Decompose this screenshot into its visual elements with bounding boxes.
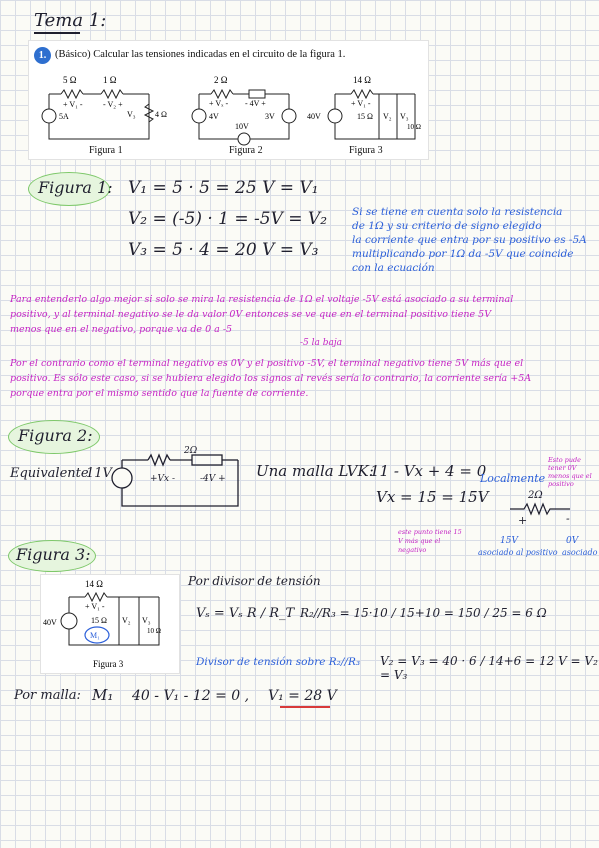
figure-3-circuit: [307, 69, 425, 147]
fig3-r2: 15 Ω: [357, 112, 373, 121]
note-line: de 1Ω y su criterio de signo elegido: [352, 220, 542, 232]
local-minus: -: [566, 512, 570, 525]
fig3c-v2: V₂: [122, 616, 131, 625]
fig2-s1: 4V: [209, 112, 219, 121]
explanation-1: [10, 292, 595, 337]
fig3-v3: V₃: [400, 112, 409, 121]
heading-underline: [34, 32, 80, 34]
eq-v1: V₁ = 5 · 5 = 25 V = V₁: [128, 178, 319, 198]
fig2-v4: - 4V +: [245, 99, 266, 108]
local-neg-label: asociado: [562, 548, 598, 557]
equiv-source-label: 11V: [86, 466, 112, 481]
figure-2-circuit: [189, 69, 299, 147]
equiv-v4: -4V +: [200, 474, 226, 484]
eq-v2: V₂ = (-5) · 1 = -5V = V₂: [128, 209, 328, 229]
note-line: con la ecuación: [352, 262, 435, 274]
fig3c-caption: Figura 3: [93, 659, 124, 669]
equivalente-label: Equivalente: [10, 466, 89, 481]
fig3c-mesh: M₁: [90, 631, 100, 640]
figure-1-circuit: [39, 69, 167, 147]
note-line: multiplicando por 1Ω da -5V que coincide: [352, 248, 574, 260]
fig2-vx: + Vₓ -: [209, 99, 229, 108]
problem-box: [28, 40, 429, 160]
explanation-1-line: Para entenderlo algo mejor si solo se mira la resistencia de 1Ω el voltaje -5V está asociado a su terminal: [10, 294, 514, 305]
fig3c-r1: 14 Ω: [85, 579, 103, 589]
fig1-caption: Figura 1: [89, 145, 123, 156]
figure-3-copy: [40, 574, 180, 674]
divisor-heading: Por divisor de tensión: [188, 574, 321, 588]
fig2-s2: 3V: [265, 112, 275, 121]
fig3c-v1: + V₁ -: [85, 602, 105, 611]
equiv-vx: +Vx -: [150, 474, 176, 484]
figure-3-copy-circuit: [41, 575, 179, 673]
figura3-label: Figura 3:: [16, 545, 91, 564]
divisor-label: Divisor de tensión sobre R₂//R₃: [196, 656, 361, 668]
note-line: la corriente que entra por su positivo es -5A: [352, 234, 587, 246]
localmente-label: Localmente: [480, 472, 546, 485]
figura1-label: Figura 1:: [38, 178, 113, 197]
malla-label: Una malla LVK:: [256, 462, 374, 480]
fig3c-r2: 15 Ω: [91, 616, 107, 625]
mesh-label: Por malla:: [14, 688, 81, 703]
local-resistor-label: 2Ω: [528, 490, 543, 501]
fig3-caption: Figura 3: [349, 145, 383, 156]
eq-v3: V₃ = 5 · 4 = 20 V = V₃: [128, 240, 319, 260]
figura2-label: Figura 2:: [18, 426, 93, 445]
page-heading: Tema 1:: [34, 10, 107, 31]
fig3c-v3: V₃: [142, 616, 151, 625]
local-15v: 15V: [500, 536, 518, 546]
fig1-source: 5A: [59, 112, 69, 121]
fig3-r3: 10 Ω: [407, 123, 421, 131]
local-0v: 0V: [566, 536, 579, 546]
problem-statement: (Básico) Calcular las tensiones indicadas en el circuito de la figura 1.: [55, 49, 346, 60]
baja-note: -5 la baja: [300, 338, 343, 348]
fig3-v1: + V₁ -: [351, 99, 371, 108]
local-plus: +: [518, 514, 528, 527]
fig1-v2: - V₂ +: [103, 100, 123, 109]
mesh-id: M₁: [92, 686, 114, 704]
explanation-2-line: positivo. Es sólo este caso, si se hubiera elegido los signos al revés sería lo contrario, la corriente sería +5A: [10, 373, 532, 384]
fig3-source: 40V: [307, 112, 321, 121]
problem-number: 1.: [34, 47, 51, 64]
fig1-r3: 4 Ω: [155, 110, 167, 119]
explanation-2-line: Por el contrario como el terminal negativo es 0V y el positivo -5V, el terminal negativo tiene 5V más que el: [10, 358, 524, 369]
vx-result: Vx = 15 = 15V: [376, 488, 489, 506]
explanation-1-line: positivo, y al terminal negativo se le da valor 0V entonces se ve que en el terminal positivo tiene 5V: [10, 309, 492, 320]
fig2-r1: 2 Ω: [214, 75, 228, 85]
fig3-r1: 14 Ω: [353, 75, 371, 85]
divisor-formula: Vₛ = Vₛ R / R_T: [196, 606, 295, 621]
mesh-eq: 40 - V₁ - 12 = 0 ,: [132, 688, 250, 704]
note-line: Si se tiene en cuenta solo la resistencia: [352, 206, 563, 218]
note-block: [352, 205, 587, 275]
v2v3-eq: V₂ = V₃ = 40 · 6 / 14+6 = 12 V = V₂ = V₃: [380, 654, 598, 682]
side-note: Esto pude tener 0V menos que el positivo: [548, 456, 592, 488]
equiv-r: 2Ω: [184, 446, 198, 456]
fig1-v3: V₃: [127, 110, 136, 119]
explanation-2: [10, 356, 595, 401]
fig3-v2: V₂: [383, 112, 392, 121]
left-point-note: este punto tiene 15 V más que el negativo: [398, 528, 462, 554]
fig3c-source: 40V: [43, 618, 57, 627]
fig1-r1: 5 Ω: [63, 75, 77, 85]
explanation-2-line: porque entra por el mismo sentido que la fuente de corriente.: [10, 388, 309, 399]
fig1-r2: 1 Ω: [103, 75, 117, 85]
explanation-1-line: menos que en el negativo, porque va de 0 a -5: [10, 324, 233, 335]
fig2-caption: Figura 2: [229, 145, 263, 156]
v1-result: V₁ = 28 V: [268, 688, 337, 704]
lvk-eq: 11 - Vx + 4 = 0: [370, 462, 487, 480]
figure-2-equivalent: [108, 446, 248, 516]
fig3c-r3: 10 Ω: [147, 627, 161, 635]
fig1-v1: + V₁ -: [63, 100, 83, 109]
fig2-s3: 10V: [235, 122, 249, 131]
local-pos-label: asociado al positivo: [478, 548, 558, 557]
parallel-eq: R₂//R₃ = 15·10 / 15+10 = 150 / 25 = 6 Ω: [300, 606, 547, 620]
v1-result-underline: [280, 706, 330, 708]
